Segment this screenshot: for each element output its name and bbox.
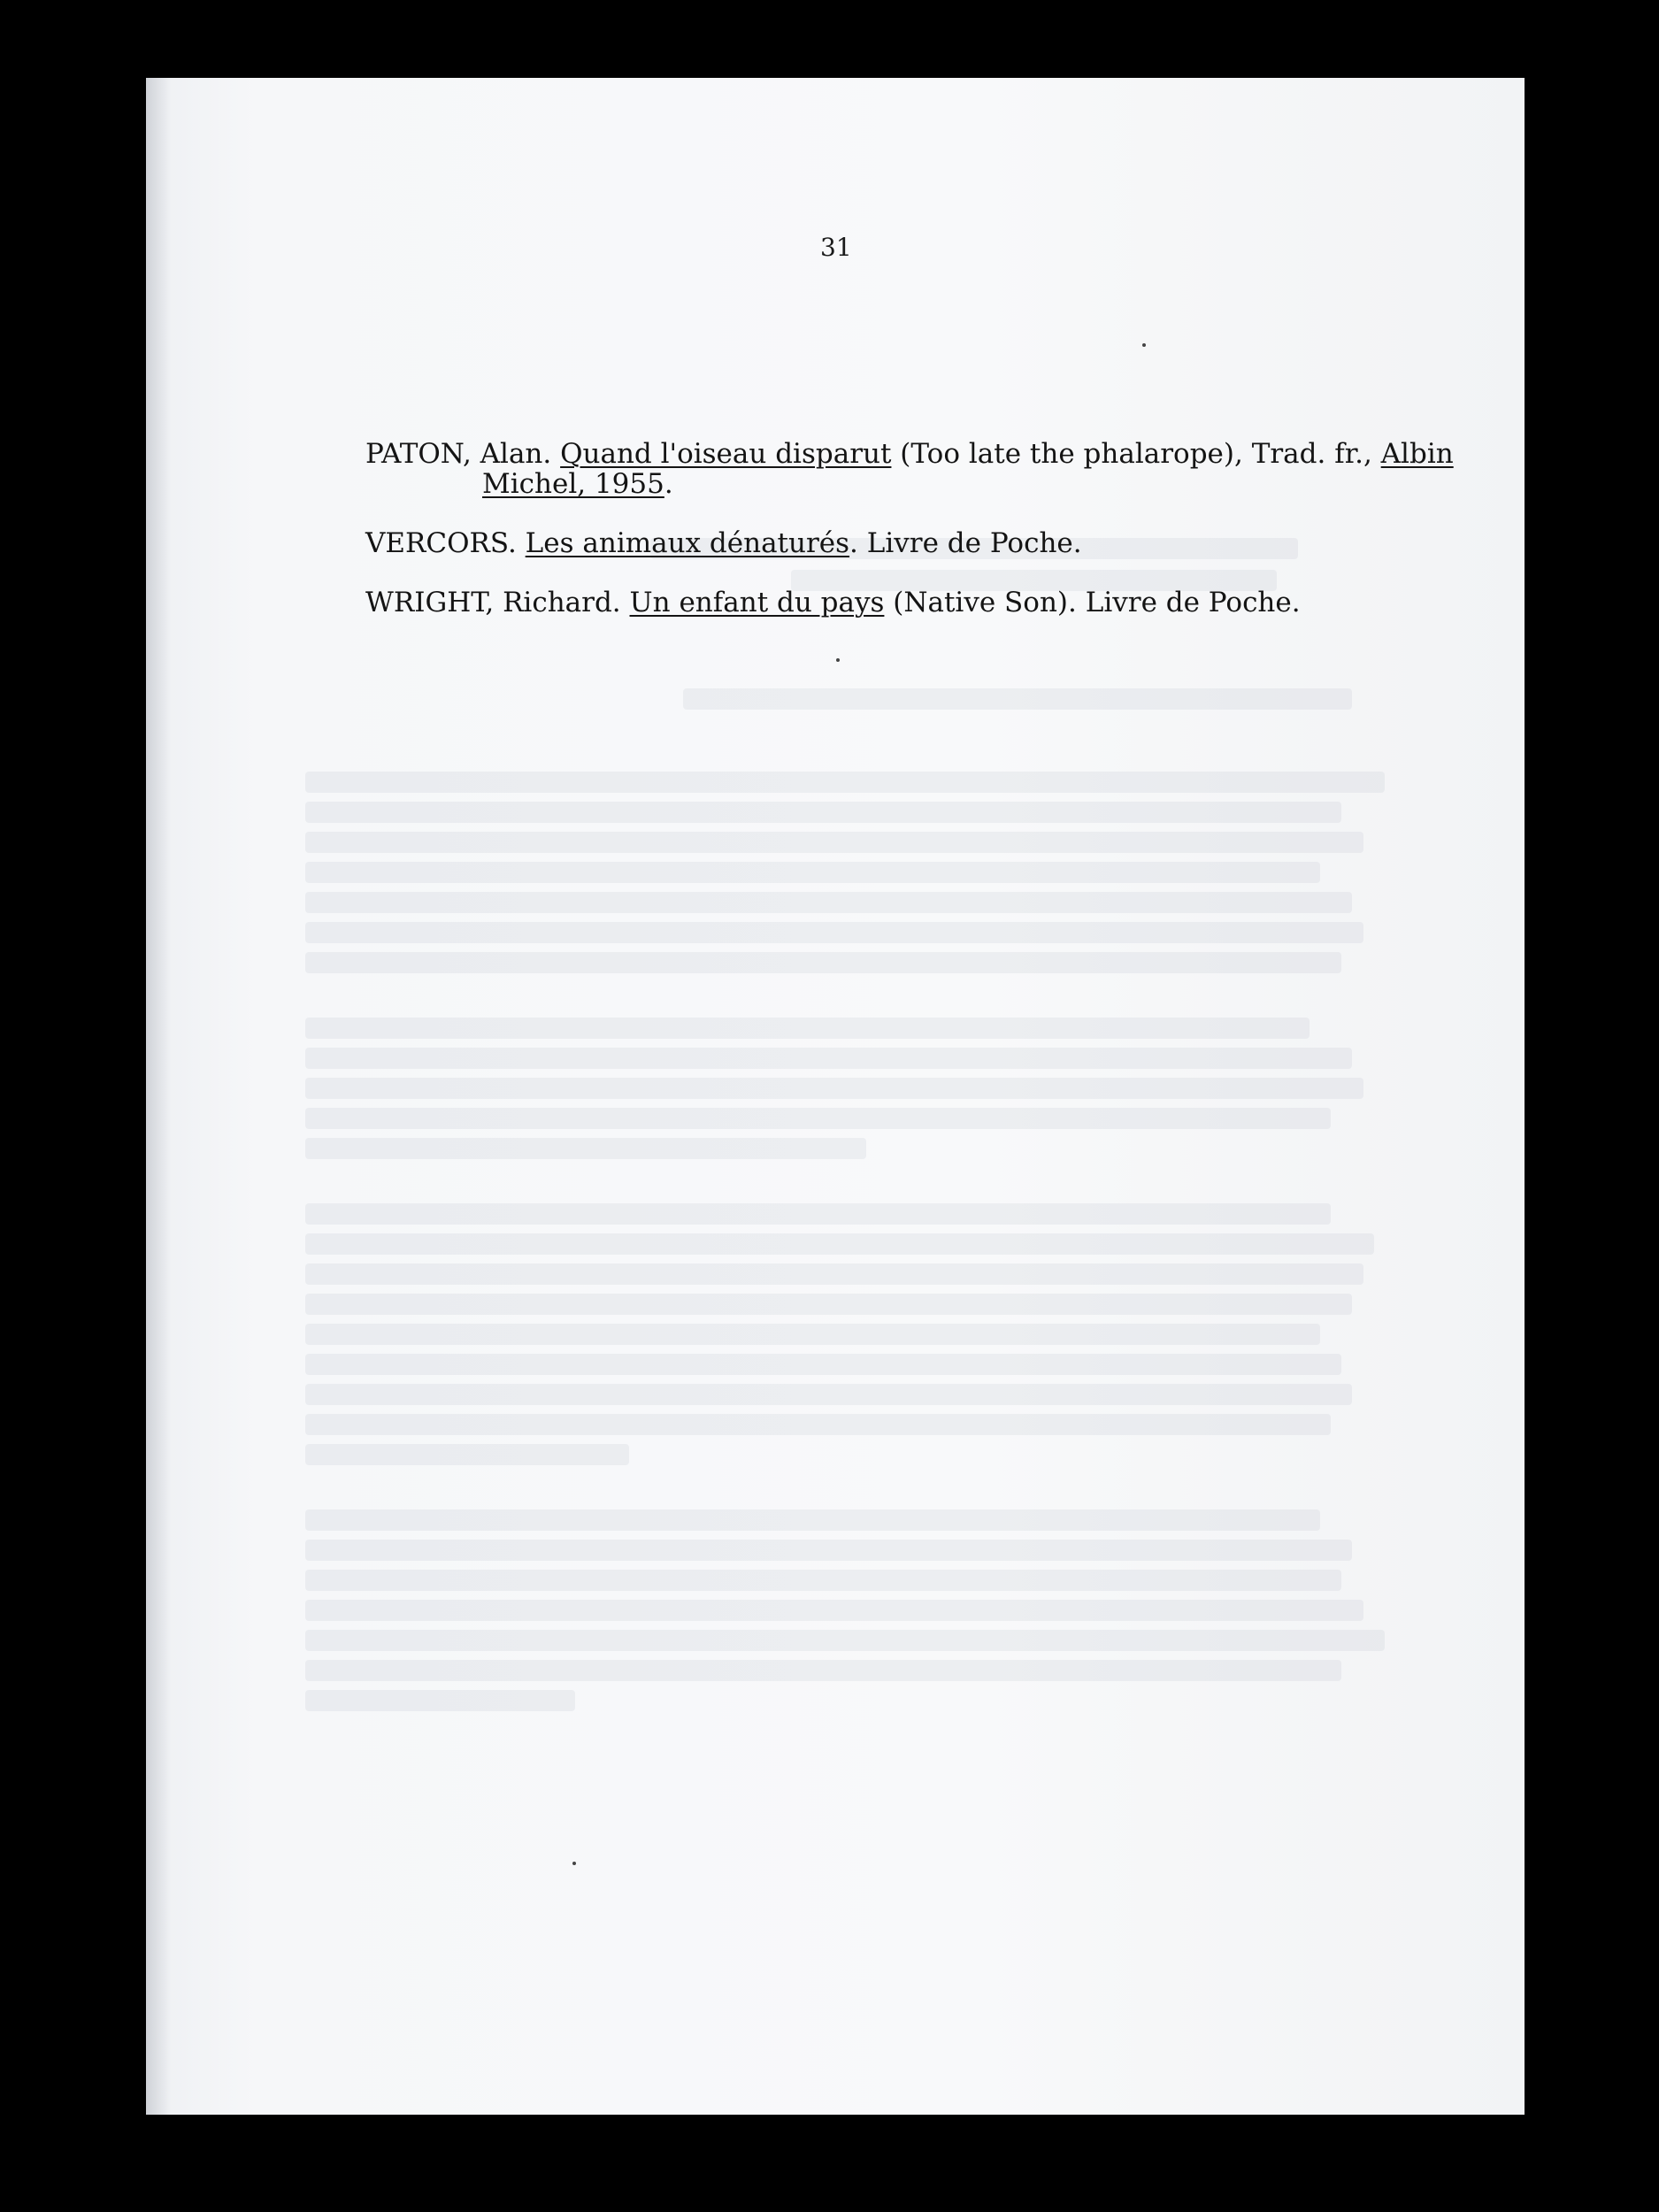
reference-details: (Native Son). Livre de Poche. bbox=[884, 587, 1301, 618]
reference-details: . Livre de Poche. bbox=[849, 527, 1082, 559]
bibliography-list bbox=[365, 439, 1516, 647]
reference-end: . bbox=[664, 468, 673, 500]
document-page bbox=[146, 78, 1525, 2115]
show-through-texture bbox=[305, 538, 1385, 1865]
reference-entry bbox=[365, 588, 1516, 618]
reference-title: Un enfant du pays bbox=[629, 587, 885, 618]
reference-author: WRIGHT, Richard. bbox=[365, 587, 630, 618]
reference-author: VERCORS. bbox=[365, 527, 526, 559]
paper-speck bbox=[572, 1862, 576, 1865]
reference-entry bbox=[365, 439, 1516, 499]
page-edge-shadow bbox=[146, 78, 171, 2115]
page-number: 31 bbox=[820, 233, 852, 262]
reference-entry bbox=[365, 528, 1516, 558]
reference-title: Quand l'oiseau disparut bbox=[560, 438, 892, 470]
reference-author: PATON, Alan. bbox=[365, 438, 561, 470]
paper-speck bbox=[1142, 343, 1146, 347]
reference-publisher: Albin Michel, 1955 bbox=[482, 438, 1454, 500]
reference-details: (Too late the phalarope), Trad. fr., bbox=[891, 438, 1381, 470]
reference-title: Les animaux dénaturés bbox=[525, 527, 850, 559]
paper-speck bbox=[836, 658, 840, 662]
